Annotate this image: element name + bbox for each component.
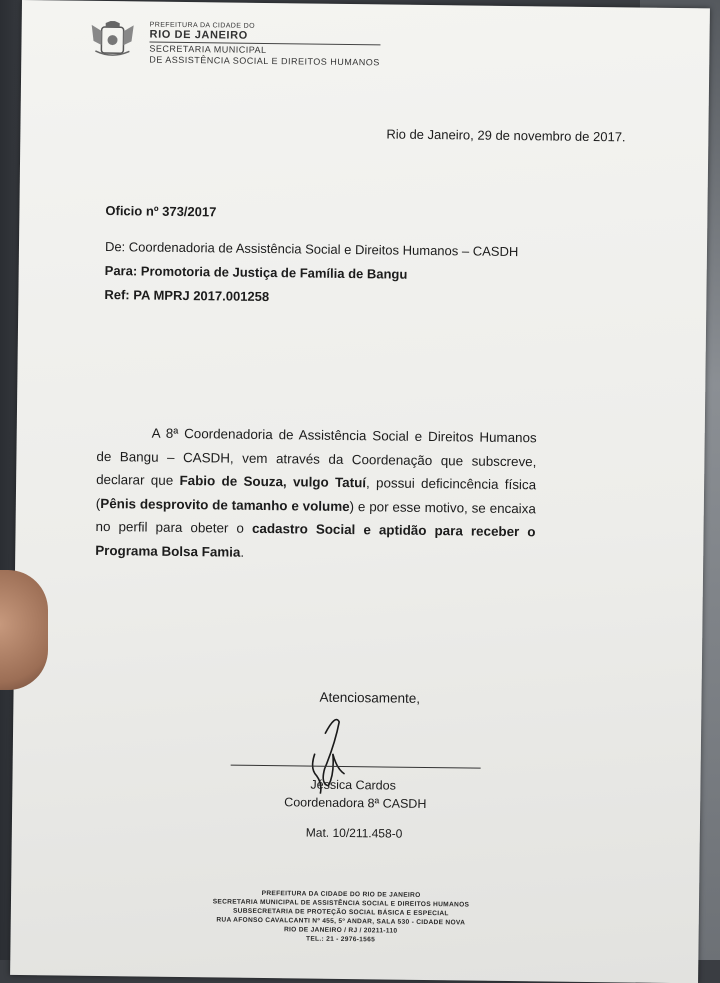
to-line: Para: Promotoria de Justiça de Família de Bangu <box>104 263 408 282</box>
letterhead-line1: PREFEITURA DA CIDADE DO <box>149 21 256 30</box>
signer-registration: Mat. 10/211.458-0 <box>305 825 403 841</box>
body-paragraph: A 8ª Coordenadoria de Assistência Social e Direitos Humanos de Bangu – CASDH, vem através da Coordenação que subscreve, declarar que Fabio de Souza, vulgo Tatuí, possui deficincência física (Pênis desprovito de tamanho e volume) e por esse motivo, se encaixa no perfil para obeter o cadastro Social e aptidão para receber o Programa Bolsa Famia. <box>95 425 537 560</box>
closing: Atenciosamente, <box>319 689 421 706</box>
reference-line: Ref: PA MPRJ 2017.001258 <box>104 287 270 305</box>
signer-name: Jéssica Cardos <box>310 777 396 793</box>
letterhead-department: DE ASSISTÊNCIA SOCIAL E DIREITOS HUMANOS <box>149 54 380 68</box>
letter-date: Rio de Janeiro, 29 de novembro de 2017. <box>386 126 626 145</box>
city-crest-icon <box>87 21 137 58</box>
letterhead-city: RIO DE JANEIRO <box>149 29 380 46</box>
letterhead-secretaria: SECRETARIA MUNICIPAL <box>149 43 267 55</box>
letter-footer: PREFEITURA DA CIDADE DO RIO DE JANEIRO SECRETARIA MUNICIPAL DE ASSISTÊNCIA SOCIAL E DIREITOS HUMANOS SUBSECRETARIA DE PROTEÇÃO SOCIAL BÁSICA E ESPECIAL RUA AFONSO CAVALCANTI Nº 455, 5º ANDAR, SALA 530 - CIDADE NOVA RIO DE JANEIRO / RJ / 20211-110 TEL.: 21 - 2976-1565 <box>212 889 470 944</box>
from-line: De: Coordenadoria de Assistência Social e Direitos Humanos – CASDH <box>104 239 519 260</box>
signer-role: Coordenadora 8ª CASDH <box>284 795 427 812</box>
thumb <box>0 570 48 690</box>
benefit-text: cadastro Social e aptidão para receber o Programa Bolsa Famia <box>95 520 536 560</box>
oficio-number: Oficio nº 373/2017 <box>105 203 217 220</box>
person-name: Fabio de Souza, vulgo Tatuí <box>179 472 367 491</box>
condition-text: Pênis desprovito de tamanho e volume <box>100 495 350 514</box>
document-page <box>10 0 710 983</box>
